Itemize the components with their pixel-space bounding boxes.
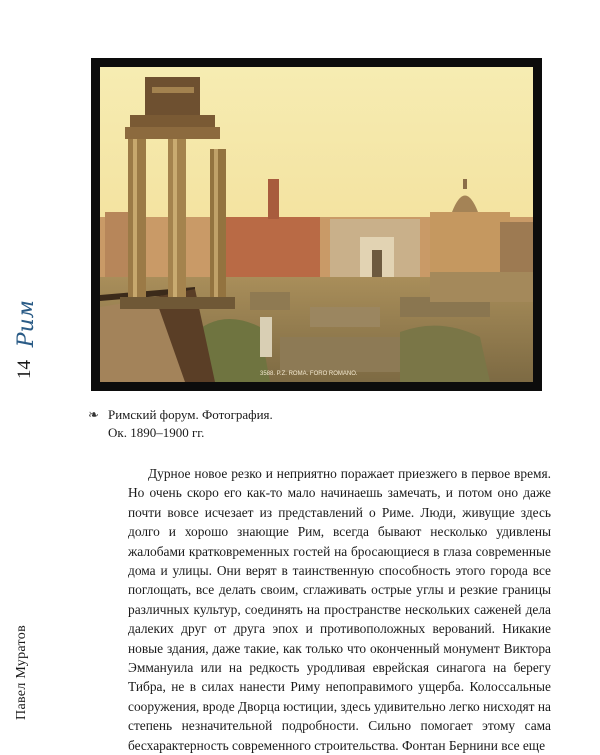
caption-marker: ❧ xyxy=(88,407,99,422)
caption-line-1: Римский форум. Фотография. xyxy=(108,407,273,422)
running-head xyxy=(14,300,54,720)
body-text xyxy=(128,464,551,755)
author-name: Павел Муратов xyxy=(14,625,29,720)
page-number: 14 xyxy=(14,360,35,379)
paragraph: Дурное новое резко и неприятно поражает приезжего в первое время. Но очень скоро его как-то мало начинаешь замечать, и потом оно даже почти вовсе исчезает из представлений о Риме. Люди, живущие здесь долго и хорошо знающие Рим, всегда бывают несколько удивлены жалобами кратковременных гостей на бросающиеся в глаза современные дома и улицы. Они верят в таинственную способность этого города все поглощать, все делать своим, сглаживать острые углы и резкие границы различных культур, соединять на пространстве нескольких саженей дела далеких друг от друга эпох и противоположных верований. Никакие новые здания, даже такие, как только что оконченный монумент Виктора Эммануила или на редкость уродливая еврейская синагога на берегу Тибра, не в силах нанести Риму непоправимого ущерба. Колоссальные сооружения, вроде Дворца юстиции, здесь удивительно легко нисходят на степень незначительной подробности. Сильно помогает этому сама бесхарактерность современного строительства. Фонтан Бернини все еще xyxy=(128,466,551,753)
photo-inscription: 3588. P.Z. ROMA. FORO ROMANO. xyxy=(260,371,358,377)
caption-line-2: Ок. 1890–1900 гг. xyxy=(108,425,205,440)
figure-caption xyxy=(88,406,273,442)
roman-forum-photo xyxy=(100,67,533,382)
book-title: Рим xyxy=(14,300,39,348)
photo-frame xyxy=(91,58,542,391)
